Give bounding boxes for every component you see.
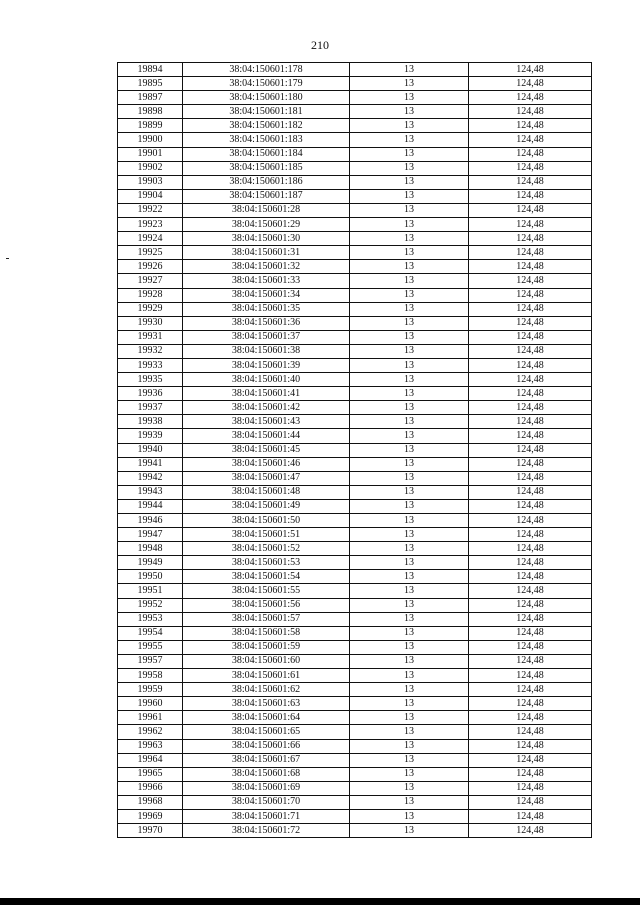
cell-cadastral-number: 38:04:150601:49 xyxy=(183,499,350,513)
cell-value: 124,48 xyxy=(469,570,592,584)
table-row xyxy=(118,330,592,344)
table-row xyxy=(118,528,592,542)
cell-record-number: 19942 xyxy=(118,471,183,485)
cell-cadastral-number: 38:04:150601:66 xyxy=(183,739,350,753)
cell-quantity: 13 xyxy=(350,246,469,260)
cell-cadastral-number: 38:04:150601:58 xyxy=(183,626,350,640)
table-row xyxy=(118,570,592,584)
cell-record-number: 19935 xyxy=(118,373,183,387)
cell-cadastral-number: 38:04:150601:71 xyxy=(183,809,350,823)
cell-record-number: 19960 xyxy=(118,697,183,711)
cell-quantity: 13 xyxy=(350,189,469,203)
table-row xyxy=(118,640,592,654)
cell-record-number: 19958 xyxy=(118,669,183,683)
table-row xyxy=(118,91,592,105)
cell-value: 124,48 xyxy=(469,612,592,626)
cell-quantity: 13 xyxy=(350,711,469,725)
table-row xyxy=(118,669,592,683)
cell-value: 124,48 xyxy=(469,203,592,217)
table-row xyxy=(118,598,592,612)
cell-cadastral-number: 38:04:150601:57 xyxy=(183,612,350,626)
cell-quantity: 13 xyxy=(350,387,469,401)
cell-value: 124,48 xyxy=(469,457,592,471)
cell-quantity: 13 xyxy=(350,429,469,443)
cell-cadastral-number: 38:04:150601:54 xyxy=(183,570,350,584)
cell-cadastral-number: 38:04:150601:55 xyxy=(183,584,350,598)
table-row xyxy=(118,753,592,767)
cell-quantity: 13 xyxy=(350,274,469,288)
table-row xyxy=(118,358,592,372)
cell-record-number: 19925 xyxy=(118,246,183,260)
cell-record-number: 19943 xyxy=(118,485,183,499)
cell-record-number: 19952 xyxy=(118,598,183,612)
table-row xyxy=(118,77,592,91)
table-row xyxy=(118,542,592,556)
cell-value: 124,48 xyxy=(469,824,592,838)
cell-record-number: 19949 xyxy=(118,556,183,570)
cell-record-number: 19957 xyxy=(118,654,183,668)
cell-quantity: 13 xyxy=(350,795,469,809)
cell-value: 124,48 xyxy=(469,77,592,91)
cell-value: 124,48 xyxy=(469,175,592,189)
cell-value: 124,48 xyxy=(469,105,592,119)
table-row xyxy=(118,739,592,753)
cell-record-number: 19902 xyxy=(118,161,183,175)
table-row xyxy=(118,105,592,119)
cell-quantity: 13 xyxy=(350,570,469,584)
cell-cadastral-number: 38:04:150601:29 xyxy=(183,218,350,232)
cell-cadastral-number: 38:04:150601:183 xyxy=(183,133,350,147)
cell-cadastral-number: 38:04:150601:43 xyxy=(183,415,350,429)
cell-cadastral-number: 38:04:150601:41 xyxy=(183,387,350,401)
cell-value: 124,48 xyxy=(469,288,592,302)
cell-quantity: 13 xyxy=(350,598,469,612)
table-row xyxy=(118,556,592,570)
cell-record-number: 19900 xyxy=(118,133,183,147)
cell-quantity: 13 xyxy=(350,415,469,429)
cell-record-number: 19922 xyxy=(118,203,183,217)
cell-value: 124,48 xyxy=(469,514,592,528)
cell-cadastral-number: 38:04:150601:180 xyxy=(183,91,350,105)
cell-cadastral-number: 38:04:150601:34 xyxy=(183,288,350,302)
cell-cadastral-number: 38:04:150601:62 xyxy=(183,683,350,697)
cell-record-number: 19930 xyxy=(118,316,183,330)
cell-cadastral-number: 38:04:150601:35 xyxy=(183,302,350,316)
table-row xyxy=(118,203,592,217)
cell-value: 124,48 xyxy=(469,443,592,457)
cell-record-number: 19895 xyxy=(118,77,183,91)
cell-cadastral-number: 38:04:150601:46 xyxy=(183,457,350,471)
cell-quantity: 13 xyxy=(350,640,469,654)
cell-value: 124,48 xyxy=(469,415,592,429)
cell-value: 124,48 xyxy=(469,683,592,697)
table-row xyxy=(118,626,592,640)
cell-value: 124,48 xyxy=(469,767,592,781)
cell-value: 124,48 xyxy=(469,654,592,668)
cell-record-number: 19944 xyxy=(118,499,183,513)
scan-mark xyxy=(6,258,9,259)
cell-quantity: 13 xyxy=(350,739,469,753)
table-row xyxy=(118,711,592,725)
cell-cadastral-number: 38:04:150601:181 xyxy=(183,105,350,119)
cell-cadastral-number: 38:04:150601:51 xyxy=(183,528,350,542)
parcel-table xyxy=(117,62,592,838)
table-row xyxy=(118,683,592,697)
table-row xyxy=(118,809,592,823)
cell-record-number: 19931 xyxy=(118,330,183,344)
cell-record-number: 19941 xyxy=(118,457,183,471)
cell-record-number: 19939 xyxy=(118,429,183,443)
cell-record-number: 19928 xyxy=(118,288,183,302)
cell-value: 124,48 xyxy=(469,711,592,725)
table-row xyxy=(118,161,592,175)
cell-quantity: 13 xyxy=(350,485,469,499)
cell-cadastral-number: 38:04:150601:70 xyxy=(183,795,350,809)
cell-record-number: 19927 xyxy=(118,274,183,288)
cell-record-number: 19954 xyxy=(118,626,183,640)
table-row xyxy=(118,232,592,246)
cell-quantity: 13 xyxy=(350,373,469,387)
cell-cadastral-number: 38:04:150601:38 xyxy=(183,344,350,358)
cell-quantity: 13 xyxy=(350,457,469,471)
cell-value: 124,48 xyxy=(469,133,592,147)
cell-quantity: 13 xyxy=(350,203,469,217)
cell-cadastral-number: 38:04:150601:45 xyxy=(183,443,350,457)
page-number: 210 xyxy=(311,38,329,52)
cell-value: 124,48 xyxy=(469,232,592,246)
table-row xyxy=(118,302,592,316)
cell-quantity: 13 xyxy=(350,514,469,528)
cell-quantity: 13 xyxy=(350,218,469,232)
table-row xyxy=(118,767,592,781)
cell-value: 124,48 xyxy=(469,781,592,795)
table-row xyxy=(118,457,592,471)
cell-record-number: 19940 xyxy=(118,443,183,457)
cell-record-number: 19963 xyxy=(118,739,183,753)
cell-record-number: 19932 xyxy=(118,344,183,358)
cell-cadastral-number: 38:04:150601:28 xyxy=(183,203,350,217)
cell-value: 124,48 xyxy=(469,471,592,485)
table-row xyxy=(118,471,592,485)
cell-cadastral-number: 38:04:150601:72 xyxy=(183,824,350,838)
cell-record-number: 19899 xyxy=(118,119,183,133)
cell-quantity: 13 xyxy=(350,147,469,161)
cell-cadastral-number: 38:04:150601:56 xyxy=(183,598,350,612)
cell-record-number: 19951 xyxy=(118,584,183,598)
cell-quantity: 13 xyxy=(350,471,469,485)
table-row xyxy=(118,246,592,260)
cell-cadastral-number: 38:04:150601:182 xyxy=(183,119,350,133)
cell-quantity: 13 xyxy=(350,753,469,767)
cell-record-number: 19961 xyxy=(118,711,183,725)
cell-cadastral-number: 38:04:150601:178 xyxy=(183,63,350,77)
cell-value: 124,48 xyxy=(469,246,592,260)
cell-value: 124,48 xyxy=(469,344,592,358)
cell-value: 124,48 xyxy=(469,387,592,401)
cell-value: 124,48 xyxy=(469,401,592,415)
table-row xyxy=(118,344,592,358)
cell-cadastral-number: 38:04:150601:50 xyxy=(183,514,350,528)
cell-cadastral-number: 38:04:150601:179 xyxy=(183,77,350,91)
cell-cadastral-number: 38:04:150601:30 xyxy=(183,232,350,246)
cell-quantity: 13 xyxy=(350,499,469,513)
cell-cadastral-number: 38:04:150601:61 xyxy=(183,669,350,683)
cell-value: 124,48 xyxy=(469,485,592,499)
cell-record-number: 19924 xyxy=(118,232,183,246)
cell-value: 124,48 xyxy=(469,91,592,105)
cell-value: 124,48 xyxy=(469,795,592,809)
cell-record-number: 19970 xyxy=(118,824,183,838)
cell-record-number: 19953 xyxy=(118,612,183,626)
cell-value: 124,48 xyxy=(469,63,592,77)
cell-record-number: 19904 xyxy=(118,189,183,203)
cell-quantity: 13 xyxy=(350,260,469,274)
cell-quantity: 13 xyxy=(350,697,469,711)
cell-cadastral-number: 38:04:150601:31 xyxy=(183,246,350,260)
cell-record-number: 19926 xyxy=(118,260,183,274)
cell-record-number: 19923 xyxy=(118,218,183,232)
cell-value: 124,48 xyxy=(469,499,592,513)
cell-quantity: 13 xyxy=(350,330,469,344)
cell-record-number: 19897 xyxy=(118,91,183,105)
cell-value: 124,48 xyxy=(469,358,592,372)
cell-record-number: 19962 xyxy=(118,725,183,739)
table-row xyxy=(118,147,592,161)
table-row xyxy=(118,612,592,626)
cell-record-number: 19968 xyxy=(118,795,183,809)
cell-cadastral-number: 38:04:150601:63 xyxy=(183,697,350,711)
table-row xyxy=(118,415,592,429)
cell-quantity: 13 xyxy=(350,767,469,781)
cell-record-number: 19898 xyxy=(118,105,183,119)
table-row xyxy=(118,274,592,288)
cell-quantity: 13 xyxy=(350,781,469,795)
cell-cadastral-number: 38:04:150601:185 xyxy=(183,161,350,175)
cell-value: 124,48 xyxy=(469,528,592,542)
cell-record-number: 19965 xyxy=(118,767,183,781)
table-row xyxy=(118,316,592,330)
cell-quantity: 13 xyxy=(350,809,469,823)
cell-quantity: 13 xyxy=(350,161,469,175)
cell-value: 124,48 xyxy=(469,260,592,274)
cell-value: 124,48 xyxy=(469,556,592,570)
cell-value: 124,48 xyxy=(469,316,592,330)
table-row xyxy=(118,697,592,711)
cell-cadastral-number: 38:04:150601:184 xyxy=(183,147,350,161)
table-row xyxy=(118,781,592,795)
table-row xyxy=(118,175,592,189)
cell-cadastral-number: 38:04:150601:64 xyxy=(183,711,350,725)
cell-value: 124,48 xyxy=(469,147,592,161)
table-row xyxy=(118,119,592,133)
scan-bottom-edge xyxy=(0,898,640,905)
table-row xyxy=(118,584,592,598)
cell-value: 124,48 xyxy=(469,330,592,344)
cell-quantity: 13 xyxy=(350,316,469,330)
cell-cadastral-number: 38:04:150601:48 xyxy=(183,485,350,499)
table-row xyxy=(118,795,592,809)
table-row xyxy=(118,654,592,668)
table-row xyxy=(118,189,592,203)
cell-value: 124,48 xyxy=(469,373,592,387)
cell-cadastral-number: 38:04:150601:32 xyxy=(183,260,350,274)
cell-cadastral-number: 38:04:150601:187 xyxy=(183,189,350,203)
cell-cadastral-number: 38:04:150601:37 xyxy=(183,330,350,344)
cell-cadastral-number: 38:04:150601:39 xyxy=(183,358,350,372)
cell-record-number: 19947 xyxy=(118,528,183,542)
cell-value: 124,48 xyxy=(469,697,592,711)
table-row xyxy=(118,133,592,147)
cell-record-number: 19938 xyxy=(118,415,183,429)
cell-value: 124,48 xyxy=(469,809,592,823)
cell-cadastral-number: 38:04:150601:60 xyxy=(183,654,350,668)
cell-quantity: 13 xyxy=(350,105,469,119)
cell-quantity: 13 xyxy=(350,63,469,77)
table-row xyxy=(118,499,592,513)
cell-cadastral-number: 38:04:150601:186 xyxy=(183,175,350,189)
cell-value: 124,48 xyxy=(469,189,592,203)
cell-quantity: 13 xyxy=(350,344,469,358)
cell-cadastral-number: 38:04:150601:59 xyxy=(183,640,350,654)
cell-record-number: 19936 xyxy=(118,387,183,401)
cell-quantity: 13 xyxy=(350,91,469,105)
cell-record-number: 19964 xyxy=(118,753,183,767)
table-row xyxy=(118,514,592,528)
cell-value: 124,48 xyxy=(469,119,592,133)
cell-record-number: 19959 xyxy=(118,683,183,697)
cell-quantity: 13 xyxy=(350,725,469,739)
cell-quantity: 13 xyxy=(350,626,469,640)
cell-cadastral-number: 38:04:150601:42 xyxy=(183,401,350,415)
cell-quantity: 13 xyxy=(350,232,469,246)
cell-quantity: 13 xyxy=(350,302,469,316)
table-row xyxy=(118,63,592,77)
cell-quantity: 13 xyxy=(350,542,469,556)
table-row xyxy=(118,429,592,443)
cell-cadastral-number: 38:04:150601:53 xyxy=(183,556,350,570)
cell-quantity: 13 xyxy=(350,119,469,133)
cell-value: 124,48 xyxy=(469,218,592,232)
cell-cadastral-number: 38:04:150601:69 xyxy=(183,781,350,795)
cell-quantity: 13 xyxy=(350,612,469,626)
cell-record-number: 19894 xyxy=(118,63,183,77)
cell-quantity: 13 xyxy=(350,528,469,542)
cell-quantity: 13 xyxy=(350,175,469,189)
table-row xyxy=(118,387,592,401)
cell-value: 124,48 xyxy=(469,161,592,175)
cell-value: 124,48 xyxy=(469,302,592,316)
cell-cadastral-number: 38:04:150601:67 xyxy=(183,753,350,767)
cell-quantity: 13 xyxy=(350,654,469,668)
cell-quantity: 13 xyxy=(350,77,469,91)
cell-value: 124,48 xyxy=(469,542,592,556)
cell-quantity: 13 xyxy=(350,288,469,302)
table-row xyxy=(118,443,592,457)
cell-record-number: 19948 xyxy=(118,542,183,556)
cell-record-number: 19946 xyxy=(118,514,183,528)
cell-record-number: 19933 xyxy=(118,358,183,372)
table-row xyxy=(118,824,592,838)
cell-record-number: 19937 xyxy=(118,401,183,415)
cell-quantity: 13 xyxy=(350,824,469,838)
table-row xyxy=(118,288,592,302)
table-row xyxy=(118,373,592,387)
cell-record-number: 19929 xyxy=(118,302,183,316)
cell-value: 124,48 xyxy=(469,598,592,612)
cell-record-number: 19969 xyxy=(118,809,183,823)
cell-record-number: 19950 xyxy=(118,570,183,584)
cell-record-number: 19903 xyxy=(118,175,183,189)
cell-quantity: 13 xyxy=(350,683,469,697)
cell-cadastral-number: 38:04:150601:40 xyxy=(183,373,350,387)
cell-quantity: 13 xyxy=(350,133,469,147)
table-row xyxy=(118,485,592,499)
cell-value: 124,48 xyxy=(469,753,592,767)
cell-record-number: 19966 xyxy=(118,781,183,795)
cell-record-number: 19901 xyxy=(118,147,183,161)
cell-quantity: 13 xyxy=(350,556,469,570)
cell-cadastral-number: 38:04:150601:52 xyxy=(183,542,350,556)
table-row xyxy=(118,260,592,274)
cell-quantity: 13 xyxy=(350,669,469,683)
cell-value: 124,48 xyxy=(469,626,592,640)
cell-quantity: 13 xyxy=(350,584,469,598)
cell-cadastral-number: 38:04:150601:65 xyxy=(183,725,350,739)
cell-cadastral-number: 38:04:150601:36 xyxy=(183,316,350,330)
cell-quantity: 13 xyxy=(350,401,469,415)
cell-value: 124,48 xyxy=(469,725,592,739)
table-row xyxy=(118,218,592,232)
table-row xyxy=(118,725,592,739)
cell-value: 124,48 xyxy=(469,739,592,753)
cell-quantity: 13 xyxy=(350,358,469,372)
cell-value: 124,48 xyxy=(469,669,592,683)
cell-cadastral-number: 38:04:150601:47 xyxy=(183,471,350,485)
cell-quantity: 13 xyxy=(350,443,469,457)
cell-cadastral-number: 38:04:150601:68 xyxy=(183,767,350,781)
cell-cadastral-number: 38:04:150601:33 xyxy=(183,274,350,288)
cell-cadastral-number: 38:04:150601:44 xyxy=(183,429,350,443)
cell-value: 124,48 xyxy=(469,584,592,598)
cell-value: 124,48 xyxy=(469,429,592,443)
cell-record-number: 19955 xyxy=(118,640,183,654)
cell-value: 124,48 xyxy=(469,640,592,654)
cell-value: 124,48 xyxy=(469,274,592,288)
parcel-table-body xyxy=(118,63,592,838)
table-row xyxy=(118,401,592,415)
